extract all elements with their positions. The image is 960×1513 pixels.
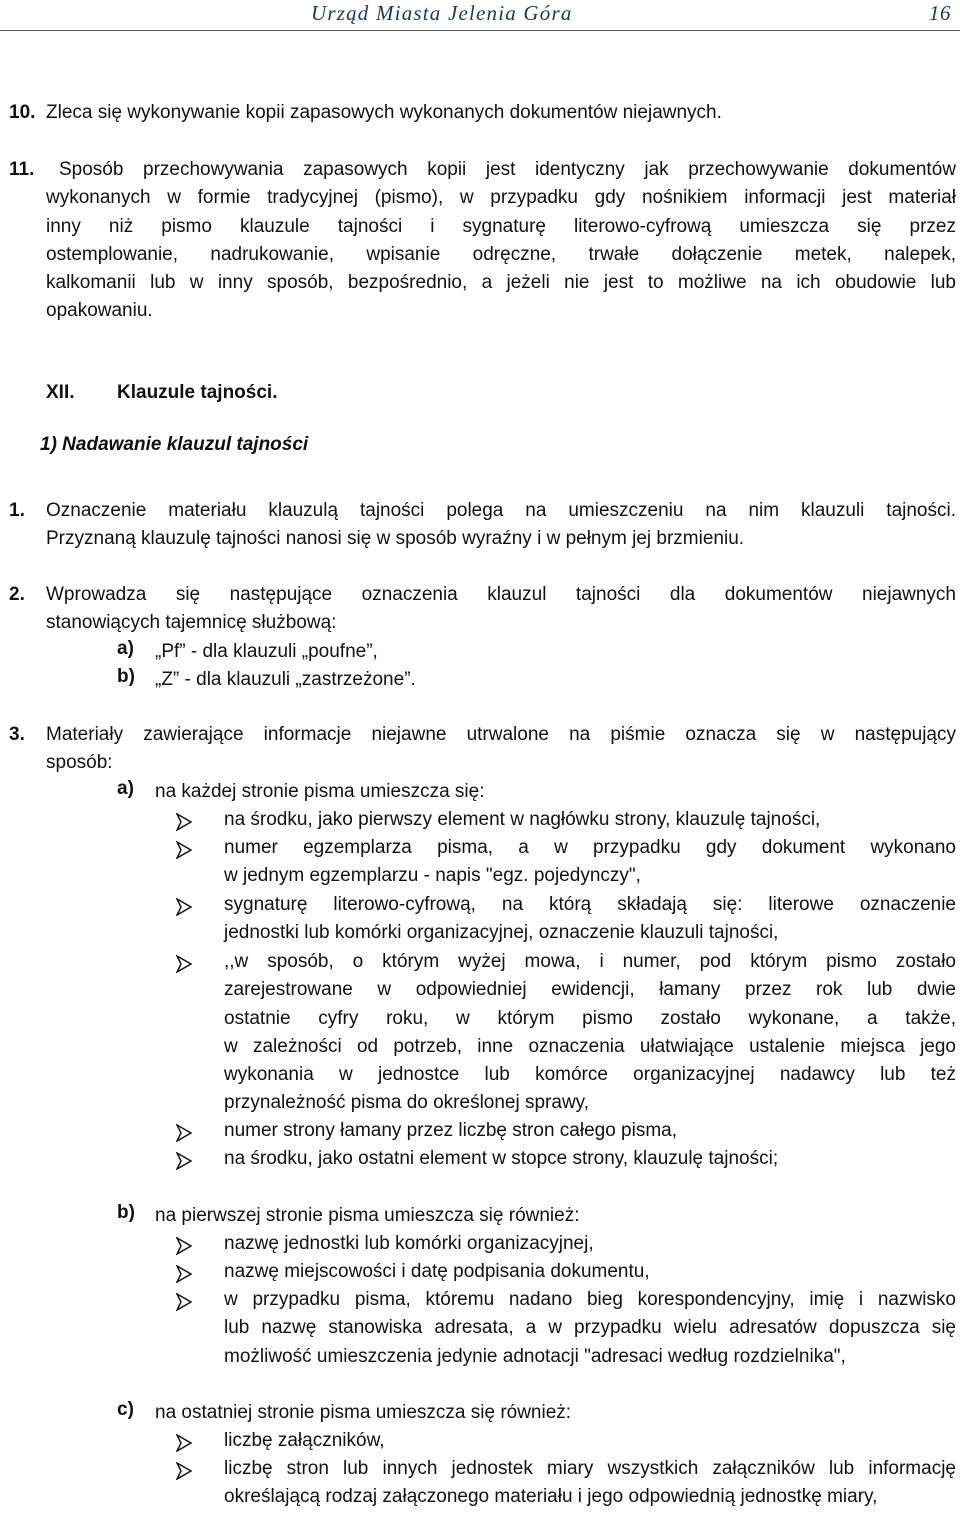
item-10-number: 10. [9, 102, 36, 123]
text-line: ,,w sposób, o którym wyżej mowa, i numer, pod którym pismo zostało [224, 951, 956, 972]
text-line: możliwość umieszczenia jedynie adnotacji "adresaci według rozdzielnika", [224, 1345, 846, 1367]
text-line: Przyznaną klauzulę tajności nanosi się w sposób wyraźny i w pełnym jej brzmieniu. [46, 528, 745, 550]
text-line: Materiały zawierające informacje niejawne utrwalone na piśmie oznacza się w następujący [46, 724, 956, 745]
arrow-bullet-icon [176, 1152, 192, 1172]
p3-number: 3. [9, 724, 25, 745]
header-title: Urząd Miasta Jelenia Góra [311, 1, 573, 25]
p3-group-b-label: b) [117, 1202, 135, 1223]
arrow-bullet-icon [176, 898, 192, 918]
text-line: na środku, jako pierwszy element w nagłówku strony, klauzulę tajności, [224, 809, 821, 830]
p1-number: 1. [9, 500, 25, 521]
p3-group-c-text: na ostatniej stronie pisma umieszcza się również: [155, 1402, 572, 1423]
text-line: liczbę stron lub innych jednostek miary wszystkich załączników lub informację [224, 1458, 956, 1479]
text-line: opakowaniu. [46, 300, 153, 322]
text-line: sposób: [46, 752, 113, 774]
item-10-text [46, 99, 906, 127]
text-line: stanowiących tajemnicę służbową: [46, 612, 337, 634]
arrow-bullet-icon [176, 1124, 192, 1144]
p3-group-b-text: na pierwszej stronie pisma umieszcza się również: [155, 1205, 580, 1226]
bullet-a2-text [224, 834, 956, 891]
section-title: Klauzule tajności. [117, 382, 278, 403]
text-line: Wprowadza się następujące oznaczenia klauzul tajności dla dokumentów niejawnych [46, 584, 956, 605]
bullet-b3-text [224, 1286, 956, 1371]
text-line: inny niż pismo klauzule tajności i sygnaturę literowo-cyfrową umieszcza się przez [46, 215, 956, 237]
p2-item-a-text: „Pf” - dla klauzuli „poufne”, [155, 641, 378, 662]
arrow-bullet-icon [176, 1237, 192, 1257]
arrow-bullet-icon [176, 1293, 192, 1313]
text-line: nazwę miejscowości i datę podpisania dokumentu, [224, 1261, 650, 1282]
arrow-bullet-icon [176, 813, 192, 833]
text-line: w zależności od potrzeb, inne oznaczenia ułatwiające ustalenie miejsca jego [224, 1035, 956, 1057]
bullet-a4-text [224, 948, 956, 1118]
text-line: wykonanych w formie tradycyjnej (pismo), w przypadku gdy nośnikiem informacji jest materiał [46, 187, 956, 209]
text-line: jednostki lub komórki organizacyjnej, oznaczenie klauzuli tajności, [224, 922, 779, 944]
subsection-title: 1) Nadawanie klauzul tajności [40, 434, 309, 455]
item-11-number: 11. [9, 159, 35, 180]
page-header [0, 0, 960, 31]
bullet-a6-text [224, 1145, 956, 1173]
arrow-bullet-icon [176, 1462, 192, 1482]
p2-number: 2. [9, 584, 25, 605]
arrow-bullet-icon [176, 841, 192, 861]
text-line: wykonania w jednostce lub komórce organizacyjnej nadawcy lub też [224, 1064, 956, 1086]
text-line: lub nazwę stanowiska adresata, a w przypadku wielu adresatów dopuszcza się [224, 1317, 956, 1339]
text-line: ostatnie cyfry roku, w którym pismo zostało wykonane, a także, [224, 1007, 956, 1029]
text-line: Oznaczenie materiału klauzulą tajności polega na umieszczeniu na nim klauzuli tajności. [46, 500, 956, 521]
p3-group-a-label: a) [117, 778, 134, 799]
text-line: Zleca się wykonywanie kopii zapasowych wykonanych dokumentów niejawnych. [46, 102, 722, 123]
arrow-bullet-icon [176, 1265, 192, 1285]
bullet-a5-text [224, 1117, 956, 1145]
text-line: na środku, jako ostatni element w stopce strony, klauzulę tajności; [224, 1148, 779, 1169]
text-line: liczbę załączników, [224, 1430, 385, 1451]
section-number: XII. [46, 382, 75, 403]
p3-group-c-label: c) [117, 1399, 134, 1420]
p2-item-b-text: „Z” - dla klauzuli „zastrzeżone”. [155, 669, 416, 690]
item-11-text [46, 156, 956, 326]
bullet-b1-text [224, 1230, 956, 1258]
p2-item-b-label: b) [117, 666, 135, 687]
bullet-c1-text [224, 1427, 956, 1455]
p2-text [46, 581, 956, 638]
bullet-a3-text [224, 891, 956, 948]
p2-item-a-label: a) [117, 638, 134, 659]
p1-text [46, 497, 956, 554]
text-line: przynależność pisma do określonej sprawy, [224, 1092, 590, 1114]
bullet-c2-text [224, 1455, 956, 1512]
text-line: zarejestrowane w odpowiedniej ewidencji, łamany przez rok lub dwie [224, 979, 956, 1001]
text-line: Sposób przechowywania zapasowych kopii jest identyczny jak przechowywanie dokumentów [59, 159, 956, 180]
arrow-bullet-icon [176, 955, 192, 975]
bullet-a1-text [224, 806, 956, 834]
text-line: numer egzemplarza pisma, a w przypadku gdy dokument wykonano [224, 837, 956, 858]
arrow-bullet-icon [176, 1434, 192, 1454]
page-number: 16 [929, 1, 951, 25]
text-line: ostemplowanie, nadrukowanie, wpisanie odręczne, trwałe dołączenie metek, nalepek, [46, 243, 956, 265]
text-line: kalkomanii lub w inny sposób, bezpośrednio, a jeżeli nie jest to możliwe na ich obudowie lub [46, 272, 956, 294]
bullet-b2-text [224, 1258, 956, 1286]
text-line: nazwę jednostki lub komórki organizacyjnej, [224, 1233, 594, 1254]
text-line: w jednym egzemplarzu - napis "egz. pojedynczy", [224, 865, 641, 887]
text-line: określającą rodzaj załączonego materiału i jego odpowiednią jednostkę miary, [224, 1486, 878, 1508]
text-line: w przypadku pisma, któremu nadano bieg korespondencyjny, imię i nazwisko [224, 1289, 956, 1310]
p3-text [46, 721, 956, 778]
p3-group-a-text: na każdej stronie pisma umieszcza się: [155, 781, 485, 802]
text-line: sygnaturę literowo-cyfrową, na którą składają się: literowe oznaczenie [224, 894, 956, 915]
text-line: numer strony łamany przez liczbę stron całego pisma, [224, 1120, 678, 1141]
